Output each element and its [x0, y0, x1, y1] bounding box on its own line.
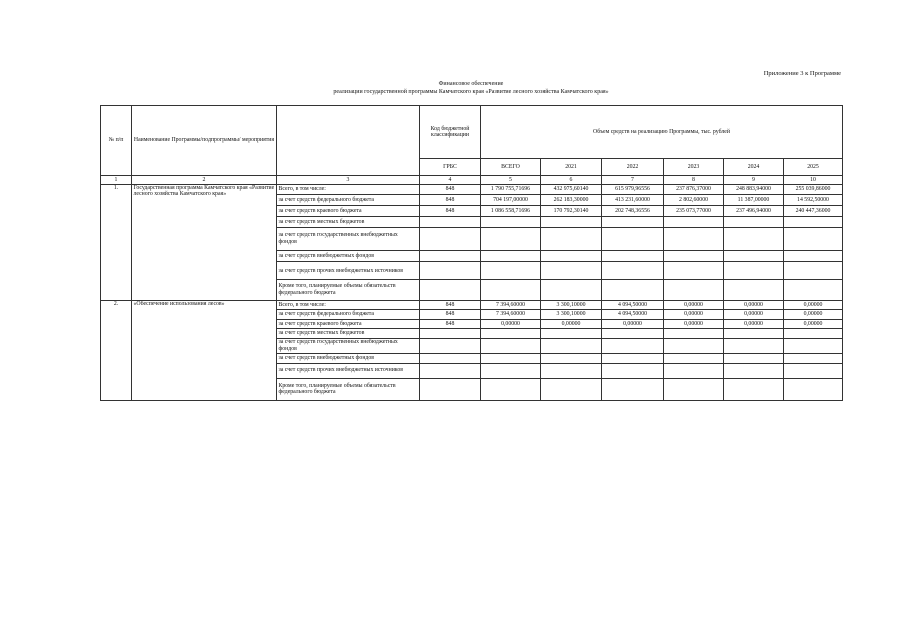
amount-2025 [784, 363, 843, 378]
amount-2023 [664, 280, 724, 300]
header-year-2024: 2024 [724, 159, 784, 176]
amount-2022: 202 748,36556 [602, 206, 664, 217]
grbs-code [420, 363, 481, 378]
header-name: Наименование Программы/подпрограммы/ мероприятия [132, 106, 277, 176]
amount-total [481, 363, 541, 378]
amount-2022: 4 094,50000 [602, 300, 664, 310]
amount-2025 [784, 216, 843, 228]
amount-2022 [602, 228, 664, 250]
grbs-code: 848 [420, 319, 481, 329]
amount-2021 [541, 280, 602, 300]
amount-2025: 0,00000 [784, 300, 843, 310]
header-volume: Объем средств на реализацию Программы, тыс. рублей [481, 106, 843, 159]
amount-2021: 0,00000 [541, 319, 602, 329]
grbs-code [420, 354, 481, 364]
amount-total [481, 250, 541, 262]
amount-2021 [541, 228, 602, 250]
amount-total [481, 354, 541, 364]
grbs-code [420, 378, 481, 400]
amount-2025: 14 592,50000 [784, 195, 843, 206]
amount-2023: 237 876,37000 [664, 184, 724, 195]
program-number: 1. [101, 184, 132, 300]
funding-source: за счет средств внебюджетных фондов [277, 250, 420, 262]
amount-2024 [724, 250, 784, 262]
amount-2025 [784, 354, 843, 364]
amount-2024 [724, 339, 784, 354]
amount-2022 [602, 339, 664, 354]
header-code: Код бюджетной классификации [420, 106, 481, 159]
amount-2025 [784, 228, 843, 250]
amount-total: 0,00000 [481, 319, 541, 329]
amount-2022 [602, 280, 664, 300]
column-number-row [101, 176, 843, 185]
amount-2024 [724, 216, 784, 228]
amount-2022 [602, 250, 664, 262]
grbs-code: 848 [420, 206, 481, 217]
grbs-code [420, 216, 481, 228]
amount-2021 [541, 354, 602, 364]
amount-2021 [541, 339, 602, 354]
amount-2025 [784, 250, 843, 262]
amount-total: 704 197,00000 [481, 195, 541, 206]
amount-2025: 0,00000 [784, 319, 843, 329]
amount-2024 [724, 262, 784, 280]
program-name: «Обеспечение использования лесов» [132, 300, 277, 400]
amount-2022: 615 979,96556 [602, 184, 664, 195]
heading-line-2: реализации государственной программы Камчатского края «Развитие лесного хозяйства Камчатского края» [333, 89, 609, 95]
grbs-code [420, 262, 481, 280]
amount-2022 [602, 262, 664, 280]
amount-total [481, 228, 541, 250]
grbs-code [420, 250, 481, 262]
amount-2025: 240 447,36000 [784, 206, 843, 217]
funding-source: за счет средств прочих внебюджетных источников [277, 363, 420, 378]
amount-2021: 3 300,10000 [541, 310, 602, 320]
amount-2024 [724, 378, 784, 400]
amount-2021: 262 183,30000 [541, 195, 602, 206]
funding-source: Кроме того, планируемые объемы обязательств федерального бюджета [277, 280, 420, 300]
col-number: 5 [481, 176, 541, 185]
document-heading [100, 80, 842, 96]
amount-2021 [541, 216, 602, 228]
amount-2021 [541, 378, 602, 400]
col-number: 2 [132, 176, 277, 185]
amount-total: 7 394,60000 [481, 300, 541, 310]
funding-source: за счет средств прочих внебюджетных источников [277, 262, 420, 280]
header-year-2021: 2021 [541, 159, 602, 176]
heading-line-1: Финансовое обеспечение [438, 81, 504, 87]
amount-2022: 4 094,50000 [602, 310, 664, 320]
amount-2021: 432 975,60140 [541, 184, 602, 195]
amount-2021 [541, 363, 602, 378]
amount-2021: 170 792,30140 [541, 206, 602, 217]
amount-2021: 3 300,10000 [541, 300, 602, 310]
amount-2022 [602, 378, 664, 400]
amount-2023 [664, 216, 724, 228]
appendix-label: Приложение 3 к Программе [763, 70, 841, 77]
amount-2023 [664, 329, 724, 339]
amount-total [481, 262, 541, 280]
amount-total [481, 378, 541, 400]
grbs-code [420, 339, 481, 354]
amount-2024 [724, 329, 784, 339]
program-name: Государственная программа Камчатского края «Развитие лесного хозяйства Камчатского края» [132, 184, 277, 300]
amount-2023: 0,00000 [664, 310, 724, 320]
amount-2023 [664, 262, 724, 280]
amount-2023 [664, 250, 724, 262]
amount-2022 [602, 329, 664, 339]
funding-source: за счет средств государственных внебюджетных фондов [277, 339, 420, 354]
header-blank [277, 106, 420, 176]
funding-source: за счет средств краевого бюджета [277, 319, 420, 329]
funding-source: за счет средств федерального бюджета [277, 195, 420, 206]
grbs-code [420, 280, 481, 300]
amount-2023 [664, 378, 724, 400]
amount-2024: 237 496,94000 [724, 206, 784, 217]
amount-2023: 235 073,77000 [664, 206, 724, 217]
amount-total: 1 086 558,71696 [481, 206, 541, 217]
col-number: 3 [277, 176, 420, 185]
amount-2023 [664, 339, 724, 354]
amount-2024: 0,00000 [724, 319, 784, 329]
amount-2022 [602, 354, 664, 364]
funding-source: за счет средств государственных внебюджетных фондов [277, 228, 420, 250]
grbs-code [420, 329, 481, 339]
amount-2023 [664, 363, 724, 378]
amount-2024: 11 387,00000 [724, 195, 784, 206]
grbs-code: 848 [420, 184, 481, 195]
amount-2021 [541, 329, 602, 339]
funding-source: Всего, в том числе: [277, 300, 420, 310]
funding-source: за счет средств внебюджетных фондов [277, 354, 420, 364]
col-number: 9 [724, 176, 784, 185]
amount-2023 [664, 228, 724, 250]
header-grbs: ГРБС [420, 159, 481, 176]
amount-total: 7 394,60000 [481, 310, 541, 320]
amount-2023: 2 802,60000 [664, 195, 724, 206]
col-number: 1 [101, 176, 132, 185]
amount-2025 [784, 280, 843, 300]
financing-table [100, 105, 843, 401]
header-year-2023: 2023 [664, 159, 724, 176]
amount-2024: 248 883,94000 [724, 184, 784, 195]
col-number: 6 [541, 176, 602, 185]
amount-2024 [724, 363, 784, 378]
program-number: 2. [101, 300, 132, 400]
col-number: 10 [784, 176, 843, 185]
grbs-code: 848 [420, 310, 481, 320]
amount-2024: 0,00000 [724, 300, 784, 310]
amount-2024 [724, 354, 784, 364]
amount-total: 1 790 755,71696 [481, 184, 541, 195]
funding-source: за счет средств краевого бюджета [277, 206, 420, 217]
amount-2021 [541, 262, 602, 280]
amount-2022 [602, 216, 664, 228]
amount-2025 [784, 262, 843, 280]
funding-source: за счет средств местных бюджетов [277, 329, 420, 339]
amount-2025: 0,00000 [784, 310, 843, 320]
grbs-code: 848 [420, 300, 481, 310]
table-row [101, 300, 843, 310]
amount-2022: 413 231,60000 [602, 195, 664, 206]
amount-total [481, 280, 541, 300]
amount-2025 [784, 378, 843, 400]
funding-source: Кроме того, планируемые объемы обязательств федерального бюджета [277, 378, 420, 400]
table-row [101, 184, 843, 195]
amount-total [481, 216, 541, 228]
amount-2024 [724, 280, 784, 300]
header-year-2022: 2022 [602, 159, 664, 176]
amount-2021 [541, 250, 602, 262]
funding-source: за счет средств местных бюджетов [277, 216, 420, 228]
amount-2024 [724, 228, 784, 250]
amount-2025 [784, 329, 843, 339]
amount-2025 [784, 339, 843, 354]
funding-source: Всего, в том числе: [277, 184, 420, 195]
header-row-1 [101, 106, 843, 159]
amount-2024: 0,00000 [724, 310, 784, 320]
amount-2025: 255 039,86000 [784, 184, 843, 195]
amount-total [481, 339, 541, 354]
header-num: № п/п [101, 106, 132, 176]
amount-2022 [602, 363, 664, 378]
col-number: 7 [602, 176, 664, 185]
col-number: 8 [664, 176, 724, 185]
amount-2023 [664, 354, 724, 364]
grbs-code: 848 [420, 195, 481, 206]
header-total: ВСЕГО [481, 159, 541, 176]
grbs-code [420, 228, 481, 250]
funding-source: за счет средств федерального бюджета [277, 310, 420, 320]
amount-2023: 0,00000 [664, 300, 724, 310]
amount-total [481, 329, 541, 339]
col-number: 4 [420, 176, 481, 185]
amount-2022: 0,00000 [602, 319, 664, 329]
amount-2023: 0,00000 [664, 319, 724, 329]
header-year-2025: 2025 [784, 159, 843, 176]
